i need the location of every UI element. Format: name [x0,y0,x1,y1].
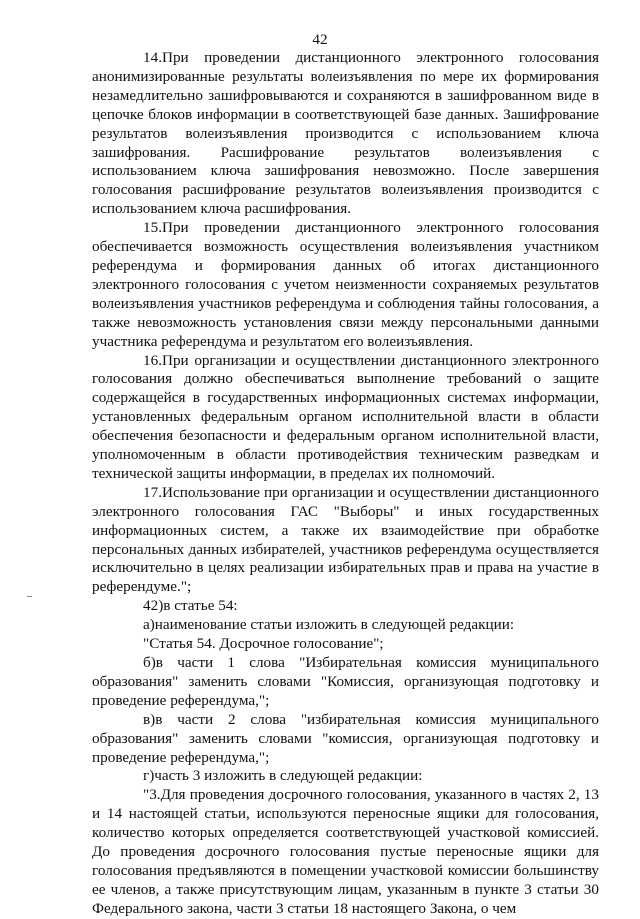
paragraph-part-3: "3.Для проведения досрочного голосования, указанного в частях 2, 13 и 14 настоящей статьи, используются переносные ящики для голосования, количество которых определяется соответствующей участковой комиссией. До проведения досрочного голосования пустые переносные ящики для голосования предъявляются в помещении участковой комиссии большинству ее членов, а также присутствующим лицам, указанным в пункте 3 статьи 30 Федерального закона, части 3 статьи 18 настоящего Закона, о чем [92,786,599,917]
paragraph-17: 17.Использование при организации и осуществлении дистанционного электронного голосования ГАС "Выборы" и иных государственных информационных систем, а также их взаимодействие при обработке персональных данных избирателей, участников референдума осуществляется исключительно в целях реализации избирательных прав и права на участие в референдуме."; [92,483,599,596]
paragraph-article-title-quote: "Статья 54. Досрочное голосование"; [143,635,384,653]
document-body [92,49,599,919]
page-number: 42 [312,31,328,48]
paragraph-subitem-b: б)в части 1 слова "Избирательная комиссия муниципального образования" заменить словами "Комиссия, организующая подготовку и проведение референдума,"; [92,654,599,709]
paragraph-15: 15.При проведении дистанционного электронного голосования обеспечивается возможность осуществления волеизъявления участником референдума и формирования данных об итогах дистанционного электронного голосования с учетом неизменности сохраняемых результатов волеизъявления участников референдума и соблюдения тайны голосования, а также невозможность установления связи между персональными данными участника референдума и результатом его волеизъявления. [92,219,599,350]
paragraph-16: 16.При организации и осуществлении дистанционного электронного голосования должно обеспечиваться выполнение требований о защите содержащейся в государственных информационных системах информации, установленных федеральным органом исполнительной власти в области обеспечения безопасности и федеральным органом исполнительной власти, уполномоченным в области противодействия техническим разведкам и технической защиты информации, в пределах их полномочий. [92,351,599,482]
paragraph-subitem-a: а)наименование статьи изложить в следующей редакции: [143,616,515,634]
paragraph-14: 14.При проведении дистанционного электронного голосования анонимизированные результаты волеизъявления по мере их формирования незамедлительно зашифровываются и сохраняются в зашифрованном виде в цепочке блоков информации в соответствующей базе данных. Зашифрование результатов волеизъявления производится с использованием ключа зашифрования. Расшифрование результатов волеизъявления с использованием ключа зашифрования невозможно. После завершения голосования расшифрование результатов волеизъявления производится с использованием ключа расшифрования. [92,49,599,218]
paragraph-item-42: 42)в статье 54: [143,597,238,615]
scan-artifact-mark [27,596,32,597]
paragraph-subitem-v: в)в части 2 слова "избирательная комиссия муниципального образования" заменить словами "комиссия, организующая подготовку и проведение референдума,"; [92,710,599,766]
paragraph-subitem-g: г)часть 3 изложить в следующей редакции: [143,767,423,785]
